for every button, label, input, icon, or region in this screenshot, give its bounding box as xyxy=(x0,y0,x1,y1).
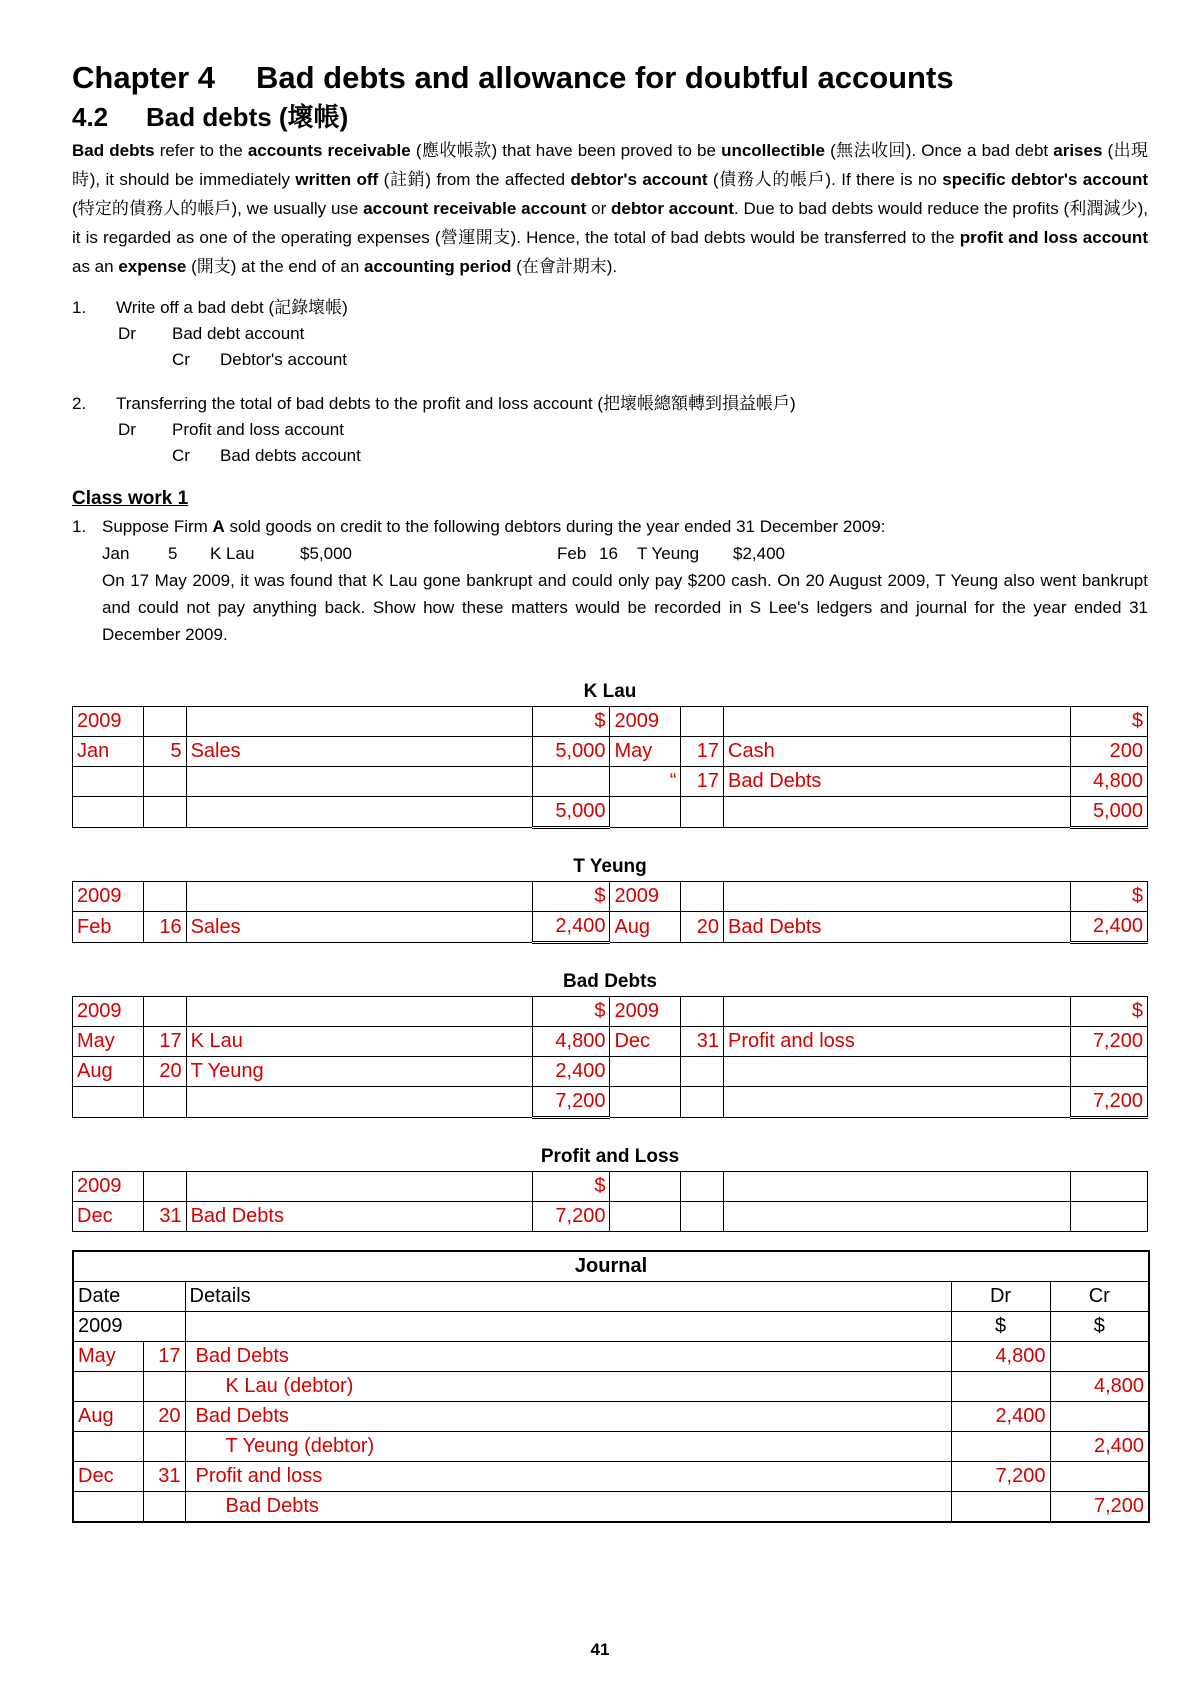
ledger-cell xyxy=(681,1087,724,1118)
term: uncollectible xyxy=(721,141,825,160)
ledger-cell xyxy=(73,797,144,828)
text: as an xyxy=(72,257,119,276)
ledger-cell xyxy=(681,997,724,1027)
dr-label: Dr xyxy=(118,420,136,439)
journal-row xyxy=(73,1462,1149,1492)
ledger-cell: 16 xyxy=(143,912,186,943)
step-number: 2. xyxy=(72,394,87,413)
ledger-cell: 2009 xyxy=(73,1172,144,1202)
ledger-cell xyxy=(186,997,533,1027)
ledger-cell: 7,200 xyxy=(533,1087,610,1118)
text: . Due to bad debts would reduce the profits (利潤減少), it is regarded as one of the operating expenses (營運開支). Hence, the total of bad debts would be transferred to the xyxy=(72,199,1148,247)
ledger-title: Profit and Loss xyxy=(540,1146,680,1167)
journal-day: 17 xyxy=(143,1342,185,1372)
journal-month: Aug xyxy=(73,1402,143,1432)
ledger-cell xyxy=(143,767,186,797)
journal-dr-unit: $ xyxy=(951,1312,1050,1342)
cr-account: Debtor's account xyxy=(220,350,348,369)
journal-month xyxy=(73,1492,143,1523)
journal-table xyxy=(72,1250,1150,1523)
debtor-amount: $2,400 xyxy=(733,544,785,563)
section-number: 4.2 xyxy=(72,102,109,132)
ledger-cell: 5,000 xyxy=(533,797,610,828)
debtor-month: Jan xyxy=(102,544,130,563)
journal-row xyxy=(73,1372,1149,1402)
ledger-cell: 2009 xyxy=(73,997,144,1027)
chapter-title: Bad debts and allowance for doubtful accounts xyxy=(256,60,954,95)
ledger-cell: 17 xyxy=(681,767,724,797)
text: or xyxy=(586,199,612,218)
section-title: Bad debts (壞帳) xyxy=(146,102,349,132)
ledger-cell xyxy=(724,1057,1071,1087)
ledger-cell xyxy=(73,1087,144,1118)
ledger-row xyxy=(73,997,1148,1027)
cr-account: Bad debts account xyxy=(220,446,361,465)
text: (債務人的帳戶). If there is no xyxy=(707,170,943,189)
ledger-table xyxy=(72,881,1148,944)
text: (開支) at the end of an xyxy=(186,257,365,276)
ledger-row xyxy=(73,1087,1148,1118)
ledger-cell xyxy=(724,797,1071,828)
ledger-cell xyxy=(610,1057,681,1087)
ledger-cell: Bad Debts xyxy=(724,912,1071,943)
journal-cr xyxy=(1050,1402,1149,1432)
ledger-cell: $ xyxy=(533,997,610,1027)
text: (出現時), it should be immediately xyxy=(72,141,1148,189)
journal-dr: 4,800 xyxy=(951,1342,1050,1372)
ledger-cell: 2,400 xyxy=(533,912,610,943)
text: (在會計期末). xyxy=(511,257,618,276)
chapter-label: Chapter 4 xyxy=(72,60,215,95)
ledger-cell: $ xyxy=(1070,707,1147,737)
term: expense xyxy=(118,257,187,276)
ledger-cell: Bad Debts xyxy=(186,1202,533,1232)
page xyxy=(72,58,1148,1523)
classwork-question xyxy=(72,513,1148,540)
journal-details: Bad Debts xyxy=(185,1492,951,1523)
ledger-cell xyxy=(143,882,186,912)
ledger-cell xyxy=(681,882,724,912)
ledger-cell: May xyxy=(610,737,681,767)
ledger-section xyxy=(72,648,1148,1232)
ledger-cell xyxy=(724,1172,1071,1202)
journal-header-dr: Dr xyxy=(951,1282,1050,1312)
term: Bad debts xyxy=(72,141,155,160)
term: written off xyxy=(295,170,379,189)
ledger-cell: May xyxy=(73,1027,144,1057)
journal-row xyxy=(73,1402,1149,1432)
ledger-cell: Profit and loss xyxy=(724,1027,1071,1057)
journal-body xyxy=(73,1342,1149,1523)
ledger-cell xyxy=(681,1202,724,1232)
ledger-cell: 2009 xyxy=(73,707,144,737)
ledger-cell: Aug xyxy=(73,1057,144,1087)
journal-dr xyxy=(951,1492,1050,1523)
chapter-heading xyxy=(72,58,1148,98)
ledger-cell: 2009 xyxy=(610,707,681,737)
ledger-cell xyxy=(724,1087,1071,1118)
ledger-cell xyxy=(610,1087,681,1118)
ledger-cell: 31 xyxy=(681,1027,724,1057)
ledger-cell: 2,400 xyxy=(533,1057,610,1087)
ledger-cell: Cash xyxy=(724,737,1071,767)
ledger-row xyxy=(73,767,1148,797)
ledger-cell: $ xyxy=(533,882,610,912)
ledger-title: K Lau xyxy=(583,681,637,702)
ledger-cell xyxy=(533,767,610,797)
ledger-cell: 7,200 xyxy=(533,1202,610,1232)
ledger-cell xyxy=(186,1087,533,1118)
ledger-cell: 31 xyxy=(143,1202,186,1232)
ledger-cell: K Lau xyxy=(186,1027,533,1057)
journal-title: Journal xyxy=(73,1251,1149,1282)
text: refer to the xyxy=(154,141,248,160)
step-text: Write off a bad debt (記錄壞帳) xyxy=(116,298,348,317)
ledger-table xyxy=(72,996,1148,1119)
term: debtor account xyxy=(611,199,734,218)
term: profit and loss account xyxy=(959,228,1148,247)
journal-day xyxy=(143,1372,185,1402)
journal-day: 31 xyxy=(143,1462,185,1492)
term: accounting period xyxy=(364,257,512,276)
ledger-cell: 7,200 xyxy=(1070,1087,1147,1118)
ledger-cell: 4,800 xyxy=(533,1027,610,1057)
dr-account: Bad debt account xyxy=(172,324,305,343)
journal-cr: 4,800 xyxy=(1050,1372,1149,1402)
journal-cr xyxy=(1050,1462,1149,1492)
ledger-cell xyxy=(73,767,144,797)
ledger-cell: Jan xyxy=(73,737,144,767)
ledger-row xyxy=(73,1202,1148,1232)
step-2 xyxy=(72,391,1148,469)
ledger-row xyxy=(73,912,1148,943)
ledger-cell xyxy=(610,1172,681,1202)
journal-details: T Yeung (debtor) xyxy=(185,1432,951,1462)
ledger-cell: Sales xyxy=(186,912,533,943)
cr-label: Cr xyxy=(172,446,190,465)
ledger-cell: 2009 xyxy=(73,882,144,912)
debtor-day: 5 xyxy=(168,544,178,563)
question-number: 1. xyxy=(72,517,87,536)
journal-header-cr: Cr xyxy=(1050,1282,1149,1312)
journal-day: 20 xyxy=(143,1402,185,1432)
term: arises xyxy=(1053,141,1103,160)
ledger-cell xyxy=(610,797,681,828)
step-1 xyxy=(72,295,1148,373)
ledger-cell xyxy=(186,797,533,828)
ledger-cell: Dec xyxy=(610,1027,681,1057)
ledger-row xyxy=(73,1172,1148,1202)
journal-details: Bad Debts xyxy=(185,1402,951,1432)
ledger-table xyxy=(72,1171,1148,1232)
journal-dr: 2,400 xyxy=(951,1402,1050,1432)
classwork-detail: On 17 May 2009, it was found that K Lau gone bankrupt and could only pay $200 cash. On 20 August 2009, T Yeung also went bankrupt and could not pay anything back. Show how these matters would be recorded in S Lee's ledgers and journal for the year ended 31 December 2009. xyxy=(102,571,1148,644)
ledger-cell: $ xyxy=(1070,882,1147,912)
journal-month xyxy=(73,1432,143,1462)
journal-day xyxy=(143,1492,185,1523)
ledger-cell xyxy=(681,707,724,737)
ledger-cell xyxy=(724,1202,1071,1232)
ledger-row xyxy=(73,797,1148,828)
ledger-cell xyxy=(186,1172,533,1202)
text: A xyxy=(212,517,225,536)
journal-header-details: Details xyxy=(185,1282,951,1312)
ledger-cell: $ xyxy=(533,707,610,737)
text: (註銷) from the affected xyxy=(378,170,571,189)
cr-label: Cr xyxy=(172,350,190,369)
ledger-cell: 2009 xyxy=(610,882,681,912)
journal-dr xyxy=(951,1372,1050,1402)
ledger-cell xyxy=(610,1202,681,1232)
journal-row xyxy=(73,1492,1149,1523)
classwork-title: Class work 1 xyxy=(72,488,189,509)
journal-cr: 2,400 xyxy=(1050,1432,1149,1462)
ledger-cell xyxy=(724,882,1071,912)
journal-cr xyxy=(1050,1342,1149,1372)
journal-month: May xyxy=(73,1342,143,1372)
journal-row xyxy=(73,1432,1149,1462)
ledger-cell: 4,800 xyxy=(1070,767,1147,797)
journal-year: 2009 xyxy=(73,1312,185,1342)
debtor-name: K Lau xyxy=(210,544,255,563)
ledger-title: T Yeung xyxy=(573,856,647,877)
journal-cr: 7,200 xyxy=(1050,1492,1149,1523)
journal-dr: 7,200 xyxy=(951,1462,1050,1492)
text: (應收帳款) that have been proved to be xyxy=(410,141,722,160)
ledger-cell: “ xyxy=(610,767,681,797)
ledger-cell: 20 xyxy=(681,912,724,943)
debtor-amount: $5,000 xyxy=(300,544,352,563)
dr-account: Profit and loss account xyxy=(172,420,344,439)
ledger-cell xyxy=(1070,1202,1147,1232)
ledger-cell xyxy=(1070,1172,1147,1202)
ledger-cell: T Yeung xyxy=(186,1057,533,1087)
debtor-list xyxy=(72,540,1148,567)
page-number: 41 xyxy=(590,1640,610,1659)
term: accounts receivable xyxy=(247,141,411,160)
ledger-cell: $ xyxy=(1070,997,1147,1027)
ledger-cell: 2009 xyxy=(610,997,681,1027)
ledger-cell xyxy=(143,1172,186,1202)
ledger-table xyxy=(72,706,1148,829)
debtor-day: 16 xyxy=(599,544,618,563)
ledger-cell xyxy=(1070,1057,1147,1087)
ledger-cell: 2,400 xyxy=(1070,912,1147,943)
term: account receivable account xyxy=(363,199,587,218)
debtor-month: Feb xyxy=(557,544,587,563)
ledger-cell xyxy=(724,997,1071,1027)
ledger-cell: Aug xyxy=(610,912,681,943)
ledger-cell xyxy=(186,882,533,912)
ledger-cell xyxy=(681,1172,724,1202)
ledger-row xyxy=(73,882,1148,912)
journal-cr-unit: $ xyxy=(1050,1312,1149,1342)
ledger-cell: Sales xyxy=(186,737,533,767)
ledger-cell: $ xyxy=(533,1172,610,1202)
ledger-cell xyxy=(681,797,724,828)
debtor-name: T Yeung xyxy=(637,544,700,563)
journal-month: Dec xyxy=(73,1462,143,1492)
term: specific debtor's account xyxy=(942,170,1148,189)
journal-details: Profit and loss xyxy=(185,1462,951,1492)
journal-row xyxy=(73,1342,1149,1372)
text: sold goods on credit to the following debtors during the year ended 31 December 2009: xyxy=(224,517,886,536)
dr-label: Dr xyxy=(118,324,136,343)
ledger-cell xyxy=(143,997,186,1027)
ledger-cell: 20 xyxy=(143,1057,186,1087)
ledger-cell: 200 xyxy=(1070,737,1147,767)
step-text: Transferring the total of bad debts to the profit and loss account (把壞帳總額轉到損益帳戶) xyxy=(116,394,796,413)
ledger-row xyxy=(73,1057,1148,1087)
ledger-cell: 17 xyxy=(681,737,724,767)
ledger-cell: 17 xyxy=(143,1027,186,1057)
text: (無法收回). Once a bad debt xyxy=(825,141,1054,160)
journal-day xyxy=(143,1432,185,1462)
ledger-row xyxy=(73,1027,1148,1057)
ledger-cell xyxy=(186,767,533,797)
journal-details: Bad Debts xyxy=(185,1342,951,1372)
ledger-cell: Dec xyxy=(73,1202,144,1232)
ledger-cell xyxy=(143,707,186,737)
text: (特定的債務人的帳戶), we usually use xyxy=(72,199,364,218)
ledger-cell xyxy=(681,1057,724,1087)
ledger-cell: 5,000 xyxy=(533,737,610,767)
journal-month xyxy=(73,1372,143,1402)
journal-header-date: Date xyxy=(73,1282,185,1312)
ledger-cell xyxy=(724,707,1071,737)
journal-details: K Lau (debtor) xyxy=(185,1372,951,1402)
step-number: 1. xyxy=(72,298,87,317)
journal-cell xyxy=(185,1312,951,1342)
ledger-cell: Feb xyxy=(73,912,144,943)
term: debtor's account xyxy=(570,170,708,189)
ledger-cell xyxy=(143,797,186,828)
ledger-row xyxy=(73,707,1148,737)
ledger-cell xyxy=(186,707,533,737)
intro-paragraph xyxy=(72,136,1148,281)
ledger-cell: 5,000 xyxy=(1070,797,1147,828)
ledger-cell: 7,200 xyxy=(1070,1027,1147,1057)
journal-dr xyxy=(951,1432,1050,1462)
ledger-row xyxy=(73,737,1148,767)
ledger-cell: 5 xyxy=(143,737,186,767)
ledger-title: Bad Debts xyxy=(563,971,657,992)
text: Suppose Firm xyxy=(102,517,213,536)
ledger-cell: Bad Debts xyxy=(724,767,1071,797)
ledger-cell xyxy=(143,1087,186,1118)
section-heading xyxy=(72,98,1148,136)
